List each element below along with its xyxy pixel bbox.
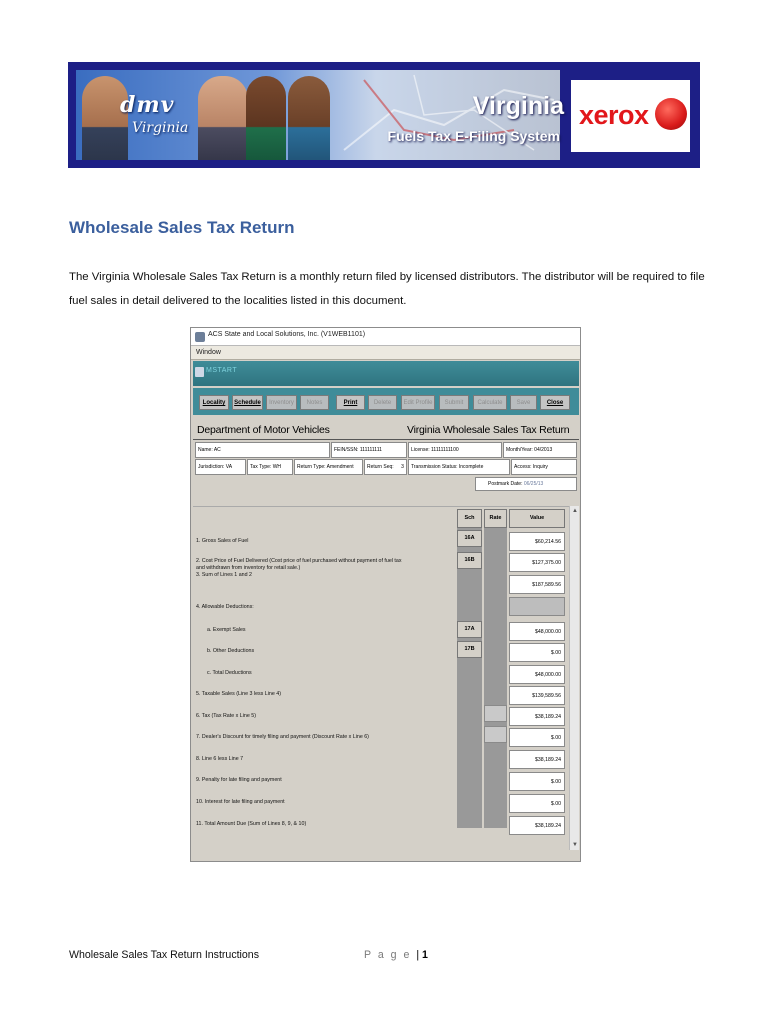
return-seq-label: Return Seq: bbox=[367, 464, 394, 470]
menu-bar bbox=[191, 346, 580, 360]
header-banner bbox=[68, 62, 700, 168]
edit-profile-button[interactable]: Edit Profile bbox=[401, 395, 435, 410]
form-heading: Virginia Wholesale Sales Tax Return bbox=[407, 424, 570, 436]
return-type-field[interactable]: Return Type: Amendment bbox=[294, 459, 363, 475]
notes-button[interactable]: Notes bbox=[300, 395, 329, 410]
footer-document-name: Wholesale Sales Tax Return Instructions bbox=[69, 949, 259, 961]
line-3-value[interactable]: $187,589.56 bbox=[509, 575, 565, 594]
window-titlebar bbox=[191, 328, 580, 346]
footer-page-number: 1 bbox=[422, 949, 428, 961]
line-2-sch[interactable]: 16B bbox=[457, 552, 482, 569]
line-4c-value[interactable]: $48,000.00 bbox=[509, 665, 565, 684]
name-field[interactable]: Name: AC bbox=[195, 442, 330, 458]
return-seq-value: 3 bbox=[401, 464, 404, 470]
scroll-down-icon[interactable]: ▼ bbox=[572, 842, 578, 848]
jurisdiction-field[interactable]: Jurisdiction: VA bbox=[195, 459, 246, 475]
toolbar bbox=[193, 388, 579, 415]
module-tab[interactable]: MSTART bbox=[206, 367, 238, 374]
tax-return-form bbox=[193, 418, 579, 858]
line-1-sch[interactable]: 16A bbox=[457, 530, 482, 547]
line-5-value[interactable]: $139,589.56 bbox=[509, 686, 565, 705]
postmark-date-value: 06/25/13 bbox=[523, 481, 544, 487]
line-4b-sch[interactable]: 17B bbox=[457, 641, 482, 658]
person-photo bbox=[288, 76, 330, 160]
save-button[interactable]: Save bbox=[510, 395, 537, 410]
line-6-label: 6. Tax (Tax Rate x Line 5) bbox=[196, 713, 256, 719]
line-3-label: 3. Sum of Lines 1 and 2 bbox=[196, 572, 252, 578]
locality-button[interactable]: Locality bbox=[199, 395, 229, 410]
module-bar bbox=[193, 361, 579, 386]
return-lines-grid bbox=[193, 506, 569, 850]
close-button[interactable]: Close bbox=[540, 395, 570, 410]
dmv-logo-state: Virginia bbox=[132, 120, 189, 136]
month-year-field[interactable]: Month/Year: 04/2013 bbox=[503, 442, 577, 458]
inventory-button[interactable]: Inventory bbox=[266, 395, 297, 410]
line-9-value[interactable]: $.00 bbox=[509, 772, 565, 791]
module-icon bbox=[195, 367, 204, 377]
print-button[interactable]: Print bbox=[336, 395, 365, 410]
line-4c-label: c. Total Deductions bbox=[207, 670, 252, 676]
dmv-logo: dmv bbox=[120, 92, 175, 118]
line-9-label: 9. Penalty for late filing and payment bbox=[196, 777, 282, 783]
postmark-date-field[interactable] bbox=[475, 477, 577, 491]
line-11-label: 11. Total Amount Due (Sum of Lines 8, 9, & 10) bbox=[196, 821, 307, 827]
person-photo bbox=[198, 76, 248, 160]
rate-column bbox=[484, 528, 507, 828]
postmark-date-label: Postmark Date: bbox=[488, 481, 523, 487]
line-4a-sch[interactable]: 17A bbox=[457, 621, 482, 638]
line-7-label: 7. Dealer's Discount for timely filing and payment (Discount Rate x Line 6) bbox=[196, 734, 369, 740]
transmission-status-field[interactable]: Transmission Status: Incomplete bbox=[408, 459, 510, 475]
line-1-label: 1. Gross Sales of Fuel bbox=[196, 538, 249, 544]
access-field[interactable]: Access: Inquiry bbox=[511, 459, 577, 475]
menu-window[interactable]: Window bbox=[196, 349, 221, 356]
line-4a-value[interactable]: $48,000.00 bbox=[509, 622, 565, 641]
banner-subtitle: Fuels Tax E-Filing System bbox=[387, 128, 560, 144]
line-5-label: 5. Taxable Sales (Line 3 less Line 4) bbox=[196, 691, 281, 697]
line-6-value[interactable]: $38,189.24 bbox=[509, 707, 565, 726]
schedule-button[interactable]: Schedule bbox=[232, 395, 263, 410]
tax-type-field[interactable]: Tax Type: WH bbox=[247, 459, 293, 475]
line-2-value[interactable]: $127,375.00 bbox=[509, 553, 565, 572]
footer-page: P a g e | 1 bbox=[364, 949, 428, 961]
line-11-value[interactable]: $38,189.24 bbox=[509, 816, 565, 835]
line-4b-label: b. Other Deductions bbox=[207, 648, 255, 654]
line-4b-value[interactable]: $.00 bbox=[509, 643, 565, 662]
delete-button[interactable]: Delete bbox=[368, 395, 397, 410]
fein-field[interactable]: FEIN/SSN: 111111111 bbox=[331, 442, 407, 458]
xerox-sphere-icon bbox=[655, 98, 687, 130]
line-6-rate[interactable] bbox=[484, 705, 507, 722]
line-4-value bbox=[509, 597, 565, 616]
vertical-scrollbar[interactable] bbox=[569, 506, 579, 850]
footer-page-word: P a g e bbox=[364, 949, 412, 961]
heading-rule bbox=[193, 439, 579, 440]
app-screenshot bbox=[190, 327, 581, 862]
sch-column bbox=[457, 528, 482, 828]
section-title: Wholesale Sales Tax Return bbox=[69, 218, 295, 237]
return-seq-field[interactable] bbox=[364, 459, 407, 475]
submit-button[interactable]: Submit bbox=[439, 395, 469, 410]
license-field[interactable]: License: 11111111100 bbox=[408, 442, 502, 458]
xerox-logo-text: xerox bbox=[579, 100, 649, 130]
rate-column-header: Rate bbox=[484, 509, 507, 528]
intro-paragraph: The Virginia Wholesale Sales Tax Return is a monthly return filed by licensed distributors. The distributor will be required to file fuel sales in detail delivered to the localities listed in this document. bbox=[69, 271, 705, 307]
sch-column-header: Sch bbox=[457, 509, 482, 528]
line-8-value[interactable]: $38,189.24 bbox=[509, 750, 565, 769]
line-10-value[interactable]: $.00 bbox=[509, 794, 565, 813]
app-icon bbox=[195, 332, 205, 342]
line-1-value[interactable]: $60,214.56 bbox=[509, 532, 565, 551]
person-photo bbox=[246, 76, 286, 160]
line-8-label: 8. Line 6 less Line 7 bbox=[196, 756, 244, 762]
line-4-label: 4. Allowable Deductions: bbox=[196, 604, 254, 610]
line-7-value[interactable]: $.00 bbox=[509, 728, 565, 747]
line-7-rate[interactable] bbox=[484, 726, 507, 743]
window-title: ACS State and Local Solutions, Inc. (V1WEB1101) bbox=[208, 331, 366, 338]
line-2-label: 2. Cost Price of Fuel Delivered (Cost price of fuel purchased without payment of fuel tax and withdrawn from inventory for retail sale.) bbox=[196, 558, 402, 571]
calculate-button[interactable]: Calculate bbox=[473, 395, 507, 410]
line-4a-label: a. Exempt Sales bbox=[207, 627, 246, 633]
agency-heading: Department of Motor Vehicles bbox=[197, 424, 330, 436]
xerox-logo bbox=[571, 80, 690, 152]
line-10-label: 10. Interest for late filing and payment bbox=[196, 799, 285, 805]
person-photo bbox=[82, 76, 128, 160]
scroll-up-icon[interactable]: ▲ bbox=[572, 508, 578, 514]
value-column-header: Value bbox=[509, 509, 565, 528]
banner-title: Virginia bbox=[472, 92, 564, 120]
